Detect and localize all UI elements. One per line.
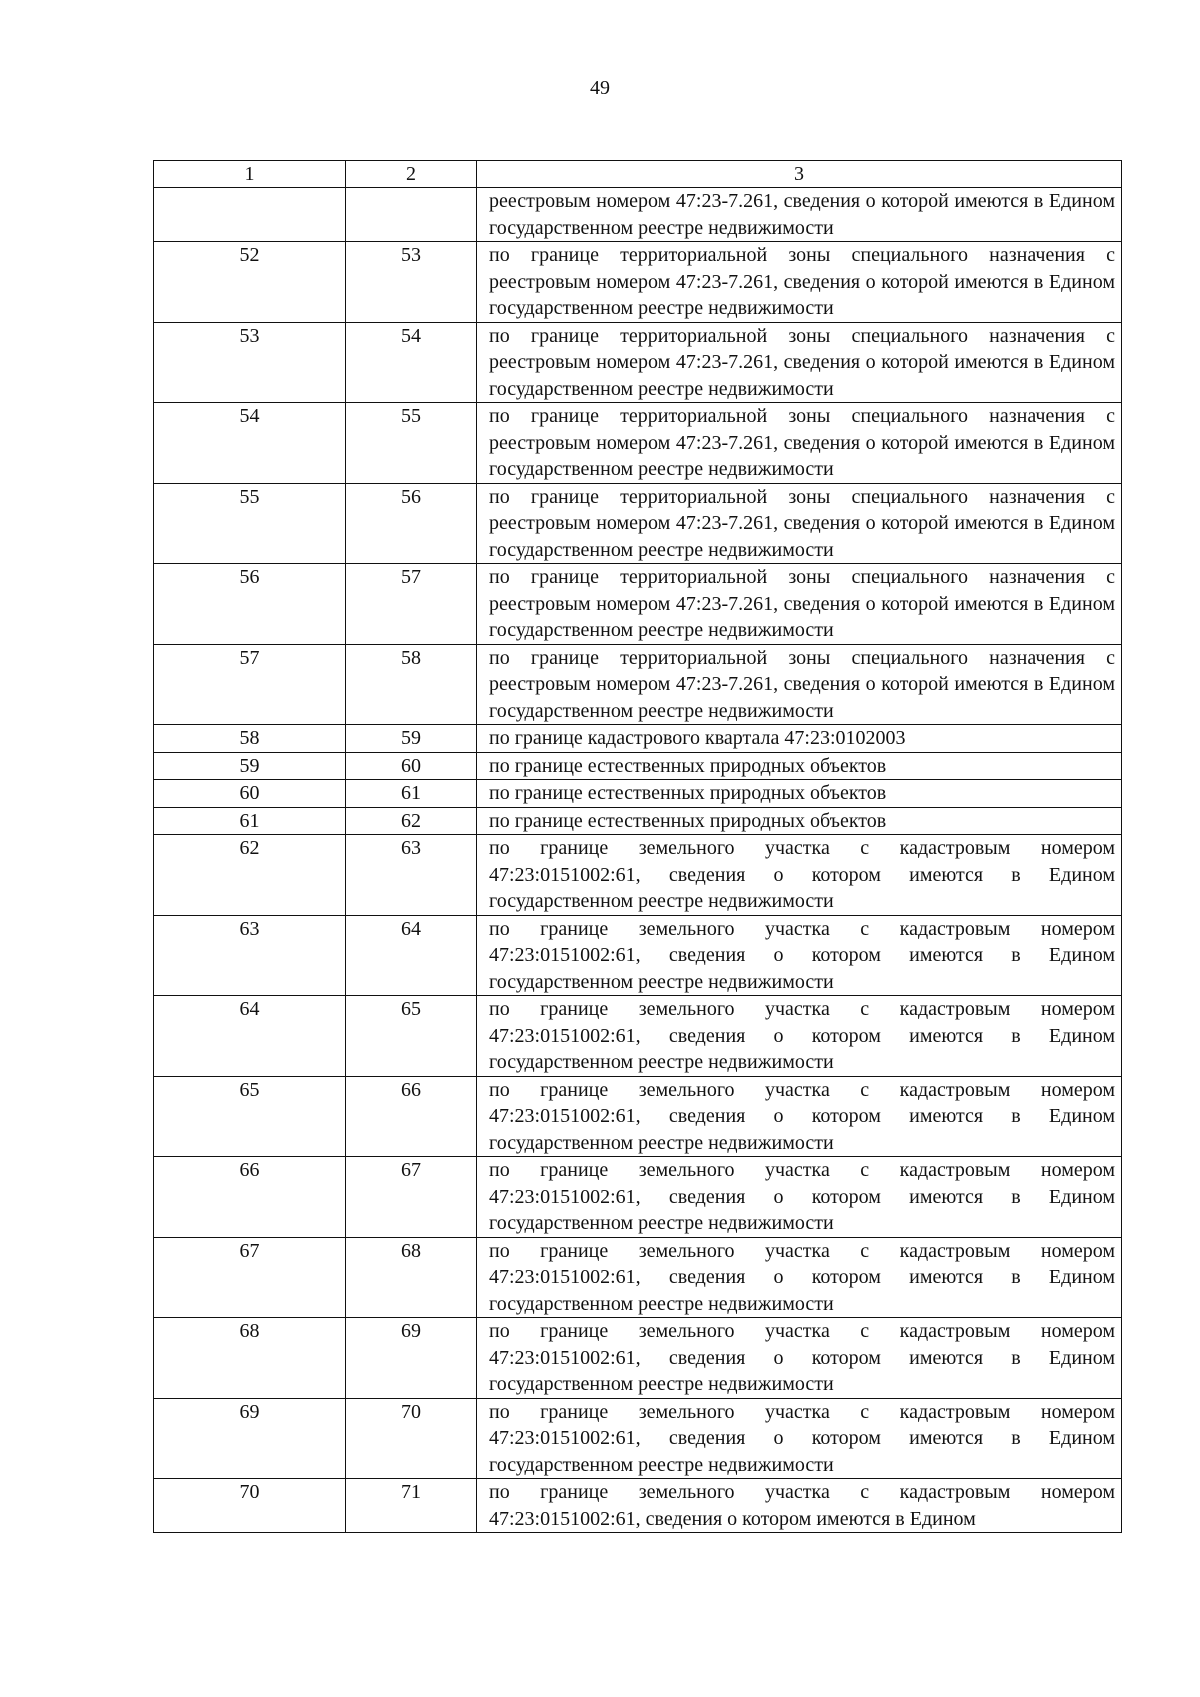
to-point-cell: 57: [346, 564, 477, 645]
from-point-cell: 54: [154, 403, 346, 484]
boundary-description-cell: [477, 1157, 1122, 1238]
boundary-description-cell: [477, 564, 1122, 645]
boundary-description-cell: [477, 188, 1122, 242]
table-header-row: [154, 161, 1122, 188]
page-number: 49: [590, 77, 610, 99]
boundary-description-text: по границе земельного участка с кадастровым номером 47:23:0151002:61, сведения о котором имеются в Едином государственном реестре недвижимости: [489, 1400, 1115, 1476]
boundary-description-cell: [477, 725, 1122, 753]
boundary-description-cell: [477, 1318, 1122, 1399]
from-point-cell: 55: [154, 483, 346, 564]
from-point-cell: 69: [154, 1398, 346, 1479]
from-point-cell: 65: [154, 1076, 346, 1157]
table-row: [154, 996, 1122, 1077]
to-point-cell: 70: [346, 1398, 477, 1479]
table-row: [154, 725, 1122, 753]
boundary-description-text: по границе естественных природных объектов: [489, 809, 887, 832]
to-point-cell: 64: [346, 915, 477, 996]
boundary-description-text: по границе территориальной зоны специального назначения с реестровым номером 47:23-7.261, сведения о которой имеются в Едином государственном реестре недвижимости: [489, 244, 1115, 319]
boundary-description-text: по границе территориальной зоны специального назначения с реестровым номером 47:23-7.261, сведения о которой имеются в Едином государственном реестре недвижимости: [489, 566, 1115, 641]
column-header-1: 1: [154, 161, 346, 188]
from-point-cell: 68: [154, 1318, 346, 1399]
to-point-cell: 69: [346, 1318, 477, 1399]
boundary-description-text: по границе земельного участка с кадастровым номером 47:23:0151002:61, сведения о котором имеются в Едином государственном реестре недвижимости: [489, 837, 1115, 912]
boundary-description-text: по границе территориальной зоны специального назначения с реестровым номером 47:23-7.261, сведения о которой имеются в Едином государственном реестре недвижимости: [489, 646, 1115, 722]
table-row: [154, 752, 1122, 780]
table-row: [154, 1237, 1122, 1318]
boundary-description-cell: [477, 915, 1122, 996]
column-header-2: 2: [346, 161, 477, 188]
from-point-cell: [154, 188, 346, 242]
boundary-description-text: по границе земельного участка с кадастровым номером 47:23:0151002:61, сведения о котором имеются в Едином государственном реестре недвижимости: [489, 1159, 1115, 1234]
boundary-description-text: по границе земельного участка с кадастровым номером 47:23:0151002:61, сведения о котором имеются в Едином государственном реестре недвижимости: [489, 1078, 1115, 1154]
table-row: [154, 1157, 1122, 1238]
boundary-description-cell: [477, 242, 1122, 323]
boundary-description-text: реестровым номером 47:23-7.261, сведения о которой имеются в Едином государственном реестре недвижимости: [489, 190, 1115, 239]
to-point-cell: 54: [346, 322, 477, 403]
table-row: [154, 1398, 1122, 1479]
table-row: [154, 1076, 1122, 1157]
table-row: [154, 644, 1122, 725]
boundary-description-text: по границе земельного участка с кадастровым номером 47:23:0151002:61, сведения о котором имеются в Едином государственном реестре недвижимости: [489, 917, 1115, 993]
to-point-cell: 59: [346, 725, 477, 753]
table-row: [154, 564, 1122, 645]
boundary-description-text: по границе земельного участка с кадастровым номером 47:23:0151002:61, сведения о котором имеются в Едином государственном реестре недвижимости: [489, 1239, 1115, 1315]
table-row: [154, 807, 1122, 835]
boundary-description-text: по границе естественных природных объектов: [489, 754, 887, 777]
from-point-cell: 62: [154, 835, 346, 916]
boundary-description-cell: [477, 996, 1122, 1077]
table-row: [154, 188, 1122, 242]
boundary-description-cell: [477, 835, 1122, 916]
boundary-description-text: по границе кадастрового квартала 47:23:0102003: [489, 727, 906, 749]
boundary-description-table: [153, 160, 1122, 1533]
boundary-description-cell: [477, 1237, 1122, 1318]
from-point-cell: 66: [154, 1157, 346, 1238]
table-row: [154, 242, 1122, 323]
from-point-cell: 67: [154, 1237, 346, 1318]
to-point-cell: 71: [346, 1479, 477, 1533]
column-header-3: 3: [477, 161, 1122, 188]
to-point-cell: 67: [346, 1157, 477, 1238]
from-point-cell: 64: [154, 996, 346, 1077]
boundary-description-text: по границе земельного участка с кадастровым номером 47:23:0151002:61, сведения о котором имеются в Едином государственном реестре недвижимости: [489, 998, 1115, 1073]
to-point-cell: [346, 188, 477, 242]
boundary-description-text: по границе естественных природных объектов: [489, 782, 887, 804]
boundary-description-cell: [477, 403, 1122, 484]
boundary-description-cell: [477, 1479, 1122, 1533]
boundary-description-text: по границе территориальной зоны специального назначения с реестровым номером 47:23-7.261, сведения о которой имеются в Едином государственном реестре недвижимости: [489, 485, 1115, 561]
to-point-cell: 61: [346, 780, 477, 808]
boundary-description-text: по границе территориальной зоны специального назначения с реестровым номером 47:23-7.261, сведения о которой имеются в Едином государственном реестре недвижимости: [489, 405, 1115, 480]
boundary-description-text: по границе земельного участка с кадастровым номером 47:23:0151002:61, сведения о котором имеются в Едином государственном реестре недвижимости: [489, 1320, 1115, 1395]
boundary-description-cell: [477, 780, 1122, 808]
from-point-cell: 56: [154, 564, 346, 645]
boundary-description-cell: [477, 322, 1122, 403]
boundary-description-cell: [477, 807, 1122, 835]
from-point-cell: 63: [154, 915, 346, 996]
to-point-cell: 63: [346, 835, 477, 916]
to-point-cell: 60: [346, 752, 477, 780]
table-row: [154, 915, 1122, 996]
to-point-cell: 53: [346, 242, 477, 323]
table-row: [154, 1318, 1122, 1399]
to-point-cell: 65: [346, 996, 477, 1077]
to-point-cell: 66: [346, 1076, 477, 1157]
to-point-cell: 68: [346, 1237, 477, 1318]
from-point-cell: 60: [154, 780, 346, 808]
from-point-cell: 53: [154, 322, 346, 403]
to-point-cell: 62: [346, 807, 477, 835]
table-row: [154, 483, 1122, 564]
boundary-description-cell: [477, 752, 1122, 780]
table-row: [154, 403, 1122, 484]
boundary-description-text: по границе территориальной зоны специального назначения с реестровым номером 47:23-7.261, сведения о которой имеются в Едином государственном реестре недвижимости: [489, 324, 1115, 400]
from-point-cell: 57: [154, 644, 346, 725]
to-point-cell: 56: [346, 483, 477, 564]
table-row: [154, 780, 1122, 808]
from-point-cell: 61: [154, 807, 346, 835]
from-point-cell: 70: [154, 1479, 346, 1533]
table-row: [154, 322, 1122, 403]
from-point-cell: 58: [154, 725, 346, 753]
table-row: [154, 835, 1122, 916]
to-point-cell: 55: [346, 403, 477, 484]
from-point-cell: 52: [154, 242, 346, 323]
table-row: [154, 1479, 1122, 1533]
boundary-description-cell: [477, 483, 1122, 564]
to-point-cell: 58: [346, 644, 477, 725]
boundary-description-text: по границе земельного участка с кадастровым номером 47:23:0151002:61, сведения о котором имеются в Едином: [489, 1481, 1115, 1530]
boundary-description-cell: [477, 1398, 1122, 1479]
from-point-cell: 59: [154, 752, 346, 780]
boundary-description-cell: [477, 644, 1122, 725]
boundary-description-cell: [477, 1076, 1122, 1157]
